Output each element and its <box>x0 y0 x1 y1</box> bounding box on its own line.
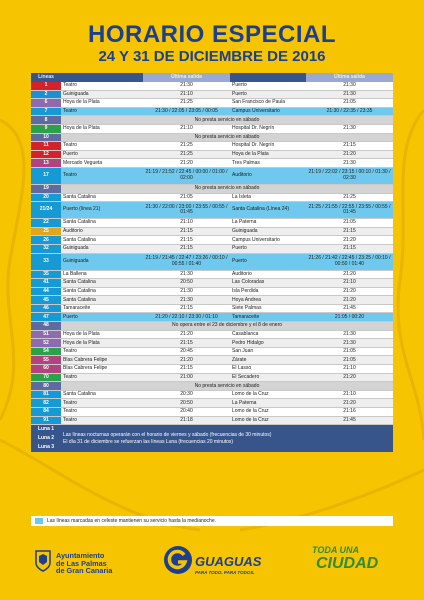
row-note: No opera entre el 23 de diciembre y el 8 de enero <box>61 322 393 331</box>
destination-last-departure: 21:25 <box>306 193 393 202</box>
destination-stop: La Paterna <box>230 219 306 228</box>
line-badge: 7 <box>31 107 61 116</box>
table-row <box>31 382 393 391</box>
destination-last-departure: 21:30 / 22:35 / 23:35 <box>306 107 393 116</box>
line-badge: 54 <box>31 347 61 356</box>
destination-stop: San Francisco de Paula <box>230 99 306 108</box>
line-badge: 32 <box>31 244 61 253</box>
destination-stop: Guiniguada <box>230 227 306 236</box>
ayuntamiento-logo <box>35 550 135 580</box>
origin-last-departure: 21:30 <box>143 287 230 296</box>
luna-note-1: Las líneas nocturnas operarán con el horario de viernes y sábado (frecuencias de 30 minutos) <box>63 432 272 439</box>
origin-last-departure: 20:45 <box>143 347 230 356</box>
row-note: No presta servicio en sábado <box>61 382 393 391</box>
destination-last-departure: 21:20 <box>306 270 393 279</box>
destination-stop: Hoya de la Plata <box>230 150 306 159</box>
header-ultima-salida-2: Última salida <box>306 73 393 82</box>
destination-stop: Pedro Hidalgo <box>230 339 306 348</box>
origin-last-departure: 21:15 <box>143 304 230 313</box>
line-badge: 9 <box>31 124 61 133</box>
luna-rows <box>31 425 393 453</box>
destination-last-departure: 21:30 <box>306 124 393 133</box>
destination-last-departure: 21:15 <box>306 244 393 253</box>
table-header <box>31 73 393 82</box>
table-row <box>31 304 393 313</box>
line-badge: 10 <box>31 133 61 142</box>
table-row <box>31 82 393 90</box>
origin-last-departure: 21:30 <box>143 296 230 305</box>
table-row <box>31 219 393 228</box>
table-row <box>31 399 393 408</box>
destination-last-departure: 21:10 <box>306 365 393 374</box>
origin-last-departure: 20:30 <box>143 390 230 399</box>
destination-last-departure: 21:20 <box>306 236 393 245</box>
destination-last-departure: 21:30 <box>306 82 393 90</box>
line-badge: 1 <box>31 82 61 90</box>
line-badge: Luna 2 <box>31 434 61 443</box>
table-row <box>31 416 393 425</box>
origin-stop: Hoya de la Plata <box>61 330 143 339</box>
ayuntamiento-line-3: de Gran Canaria <box>56 566 113 576</box>
campaign-line-2: CIUDAD <box>316 555 379 572</box>
origin-stop: Teatro <box>61 142 143 151</box>
origin-last-departure: 21:30 <box>143 82 230 90</box>
line-badge: 12 <box>31 150 61 159</box>
origin-stop: Teatro <box>61 347 143 356</box>
table-row <box>31 339 393 348</box>
origin-last-departure: 20:40 <box>143 408 230 417</box>
origin-last-departure: 21:30 <box>143 270 230 279</box>
table-row <box>31 99 393 108</box>
destination-stop: Hoya Andrea <box>230 296 306 305</box>
destination-stop: Isla Perdida <box>230 287 306 296</box>
origin-last-departure: 21:20 <box>143 159 230 168</box>
destination-last-departure: 21:15 <box>306 227 393 236</box>
table-row <box>31 90 393 99</box>
origin-last-departure: 21:00 <box>143 373 230 382</box>
destination-stop: Santa Catalina (Línea 24) <box>230 202 306 219</box>
line-badge: 41 <box>31 279 61 288</box>
destination-stop: Puerto <box>230 244 306 253</box>
line-badge: 48 <box>31 322 61 331</box>
ayuntamiento-line-2: de Las Palmas <box>56 558 107 568</box>
line-badge: 91 <box>31 416 61 425</box>
line-badge: 55 <box>31 356 61 365</box>
destination-stop: Lomo de la Cruz <box>230 408 306 417</box>
origin-last-departure: 21:20 / 22:10 / 23:30 / 01:10 <box>143 313 230 322</box>
destination-last-departure: 21:05 <box>306 347 393 356</box>
table-row <box>31 270 393 279</box>
origin-stop: Puerto <box>61 150 143 159</box>
campaign-line-1: TODA UNA <box>312 545 359 555</box>
line-badge: 70 <box>31 373 61 382</box>
destination-stop: San Juan <box>230 347 306 356</box>
table-row <box>31 347 393 356</box>
origin-stop: Santa Catalina <box>61 296 143 305</box>
origin-last-departure: 20:50 <box>143 279 230 288</box>
line-badge: Luna 3 <box>31 443 61 452</box>
destination-last-departure: 21:05 / 00:20 <box>306 313 393 322</box>
destination-last-departure: 21:45 <box>306 416 393 425</box>
crest-icon <box>35 550 51 572</box>
row-note: No presta servicio en sábado <box>61 133 393 142</box>
origin-stop: Guiniguada <box>61 244 143 253</box>
legend-text: Las líneas marcadas en celeste mantienen su servicio hasta la medianoche. <box>47 518 216 524</box>
line-badge: 60 <box>31 365 61 374</box>
origin-stop: Tamaraceite <box>61 304 143 313</box>
luna-note <box>61 425 393 453</box>
origin-stop: Santa Catalina <box>61 287 143 296</box>
destination-last-departure: 21:10 <box>306 279 393 288</box>
line-badge: 45 <box>31 296 61 305</box>
origin-stop: Auditorio <box>61 227 143 236</box>
destination-stop: Lomo de la Cruz <box>230 416 306 425</box>
guaguas-logo <box>163 545 293 585</box>
origin-stop: Santa Catalina <box>61 193 143 202</box>
destination-last-departure: 21:20 <box>306 373 393 382</box>
origin-stop: Teatro <box>61 167 143 184</box>
table-row <box>31 227 393 236</box>
destination-stop: Casablanca <box>230 330 306 339</box>
origin-last-departure: 21:19 / 21:45 / 22:47 / 23:26 / 00:10 / 00:55 / 01:40 <box>143 253 230 270</box>
origin-last-departure: 21:15 <box>143 339 230 348</box>
line-badge: 33 <box>31 253 61 270</box>
destination-stop: Puerto <box>230 82 306 90</box>
destination-stop: Hospital Dr. Negrín <box>230 124 306 133</box>
origin-stop: Teatro <box>61 82 143 90</box>
table-row <box>31 236 393 245</box>
destination-last-departure: 21:10 <box>306 390 393 399</box>
destination-stop: Lomo de la Cruz <box>230 390 306 399</box>
line-badge: 17 <box>31 167 61 184</box>
legend-swatch <box>35 518 43 524</box>
line-badge: 22 <box>31 219 61 228</box>
destination-last-departure: 21:30 <box>306 159 393 168</box>
schedule-rows <box>31 82 393 425</box>
table-row <box>31 202 393 219</box>
line-badge: 84 <box>31 408 61 417</box>
destination-stop: La Paterna <box>230 399 306 408</box>
origin-last-departure: 21:30 / 22:05 / 23:05 / 00:05 <box>143 107 230 116</box>
guaguas-tagline: PARA TODO. PARA TODOS. <box>195 570 255 575</box>
table-row <box>31 287 393 296</box>
destination-stop: Las Coloradas <box>230 279 306 288</box>
line-badge: 13 <box>31 159 61 168</box>
row-note: No presta servicio en sábado <box>61 116 393 125</box>
destination-stop: El Lasso <box>230 365 306 374</box>
line-badge: 80 <box>31 382 61 391</box>
origin-stop: Teatro <box>61 373 143 382</box>
page-subtitle: 24 Y 31 DE DICIEMBRE DE 2016 <box>98 48 326 65</box>
origin-stop: Teatro <box>61 416 143 425</box>
destination-stop: Tamaraceite <box>230 313 306 322</box>
origin-stop: Guiniguada <box>61 253 143 270</box>
table-row <box>31 313 393 322</box>
destination-last-departure: 21:05 <box>306 99 393 108</box>
destination-last-departure: 21:30 <box>306 339 393 348</box>
campaign-logo <box>312 545 392 585</box>
line-badge: Luna 1 <box>31 425 61 435</box>
origin-last-departure: 21:20 <box>143 330 230 339</box>
destination-stop: Hospital Dr. Negrín <box>230 142 306 151</box>
origin-last-departure: 21:25 <box>143 142 230 151</box>
origin-stop: Hoya de la Plata <box>61 99 143 108</box>
schedule-table <box>31 73 393 452</box>
line-badge: 81 <box>31 390 61 399</box>
table-row <box>31 279 393 288</box>
header-lineas: Líneas <box>31 73 61 82</box>
origin-last-departure: 21:10 <box>143 90 230 99</box>
destination-stop: Auditorio <box>230 270 306 279</box>
destination-stop: Puerto <box>230 90 306 99</box>
table-row <box>31 107 393 116</box>
ayuntamiento-text <box>56 552 112 575</box>
destination-last-departure: 21:20 <box>306 150 393 159</box>
destination-stop: Campus Universitario <box>230 107 306 116</box>
origin-last-departure: 21:25 <box>143 99 230 108</box>
ayuntamiento-line-1: Ayuntamiento <box>56 551 105 560</box>
origin-stop: Teatro <box>61 107 143 116</box>
destination-last-departure: 21:20 <box>306 399 393 408</box>
line-badge: 35 <box>31 270 61 279</box>
page-title: HORARIO ESPECIAL <box>87 21 337 48</box>
table-row <box>31 373 393 382</box>
table-row <box>31 296 393 305</box>
destination-last-departure: 21:20 <box>306 296 393 305</box>
table-row <box>31 142 393 151</box>
table-row <box>31 159 393 168</box>
table-row <box>31 244 393 253</box>
destination-last-departure: 21:16 <box>306 408 393 417</box>
destination-stop: La Isleta <box>230 193 306 202</box>
line-badge: 19 <box>31 184 61 193</box>
origin-stop: Santa Catalina <box>61 219 143 228</box>
line-badge: 47 <box>31 313 61 322</box>
row-note: No presta servicio en sábado <box>61 184 393 193</box>
origin-last-departure: 21:15 <box>143 244 230 253</box>
destination-last-departure: 21:05 <box>306 219 393 228</box>
origin-last-departure: 21:20 <box>143 356 230 365</box>
origin-stop: Puerto (línea 21) <box>61 202 143 219</box>
line-badge: 2 <box>31 90 61 99</box>
line-badge: 6 <box>31 99 61 108</box>
destination-stop: Auditorio <box>230 167 306 184</box>
origin-last-departure: 21:19 / 21:52 / 22:45 / 00:00 / 01:00 / 02:00 <box>143 167 230 184</box>
line-badge: 82 <box>31 399 61 408</box>
table-row <box>31 390 393 399</box>
origin-stop: Hoya de la Plata <box>61 339 143 348</box>
destination-stop: Puerto <box>230 253 306 270</box>
origin-stop: Hoya de la Plata <box>61 124 143 133</box>
table-row <box>31 322 393 331</box>
destination-last-departure: 21:19 / 22:02 / 23:15 / 00:10 / 01:30 / 02:30 <box>306 167 393 184</box>
origin-last-departure: 21:10 <box>143 219 230 228</box>
origin-last-departure: 21:15 <box>143 236 230 245</box>
line-badge: 46 <box>31 304 61 313</box>
table-row <box>31 253 393 270</box>
origin-last-departure: 21:30 / 22:00 / 23:00 / 23:55 / 00:55 / 01:45 <box>143 202 230 219</box>
origin-last-departure: 21:25 <box>143 150 230 159</box>
guaguas-g-icon <box>163 545 193 575</box>
origin-last-departure: 20:50 <box>143 399 230 408</box>
line-badge: 8 <box>31 116 61 125</box>
table-row <box>31 193 393 202</box>
table-row <box>31 133 393 142</box>
origin-last-departure: 21:15 <box>143 365 230 374</box>
destination-last-departure: 21:45 <box>306 304 393 313</box>
origin-last-departure: 21:18 <box>143 416 230 425</box>
destination-last-departure: 21:20 <box>306 287 393 296</box>
line-badge: 11 <box>31 142 61 151</box>
header-ultima-salida-1: Última salida <box>143 73 230 82</box>
destination-last-departure: 21:15 <box>306 142 393 151</box>
destination-last-departure: 21:30 <box>306 90 393 99</box>
destination-stop: El Secadero <box>230 373 306 382</box>
line-badge: 26 <box>31 236 61 245</box>
origin-last-departure: 21:05 <box>143 193 230 202</box>
table-row <box>31 167 393 184</box>
table-row <box>31 365 393 374</box>
origin-stop: Santa Catalina <box>61 236 143 245</box>
line-badge: 25 <box>31 227 61 236</box>
line-badge: 20 <box>31 193 61 202</box>
destination-stop: Tres Palmas <box>230 159 306 168</box>
table-row <box>31 408 393 417</box>
table-row <box>31 116 393 125</box>
origin-stop: Teatro <box>61 408 143 417</box>
destination-last-departure: 21:26 / 21:42 / 22:45 / 23:25 / 00:10 / 00:50 / 01:40 <box>306 253 393 270</box>
origin-stop: Santa Catalina <box>61 390 143 399</box>
destination-last-departure: 21:05 <box>306 356 393 365</box>
table-row <box>31 425 393 435</box>
origin-stop: Santa Catalina <box>61 279 143 288</box>
destination-last-departure: 21:25 / 21:55 / 22:55 / 23:55 / 00:55 / 01:45 <box>306 202 393 219</box>
origin-last-departure: 21:15 <box>143 227 230 236</box>
origin-stop: Blas Cabrera Felipe <box>61 356 143 365</box>
origin-stop: Guiniguada <box>61 90 143 99</box>
line-badge: 44 <box>31 287 61 296</box>
origin-stop: Puerto <box>61 313 143 322</box>
destination-stop: Siete Palmas <box>230 304 306 313</box>
destination-stop: Zárate <box>230 356 306 365</box>
line-badge: 52 <box>31 339 61 348</box>
origin-stop: La Ballena <box>61 270 143 279</box>
table-row <box>31 330 393 339</box>
destination-stop: Campus Universitario <box>230 236 306 245</box>
origin-stop: Mercado Vegueta <box>61 159 143 168</box>
luna-note-2: El día 31 de diciembre se refuerzan las líneas Luna (frecuencias 20 minutos) <box>63 438 234 445</box>
line-badge: 21/24 <box>31 202 61 219</box>
legend <box>31 516 393 526</box>
table-row <box>31 124 393 133</box>
destination-last-departure: 21:30 <box>306 330 393 339</box>
table-row <box>31 356 393 365</box>
table-row <box>31 150 393 159</box>
guaguas-brand: GUAGUAS <box>195 554 262 569</box>
origin-stop: Blas Cabrera Felipe <box>61 365 143 374</box>
line-badge: 51 <box>31 330 61 339</box>
origin-stop: Teatro <box>61 399 143 408</box>
origin-last-departure: 21:10 <box>143 124 230 133</box>
table-row <box>31 184 393 193</box>
